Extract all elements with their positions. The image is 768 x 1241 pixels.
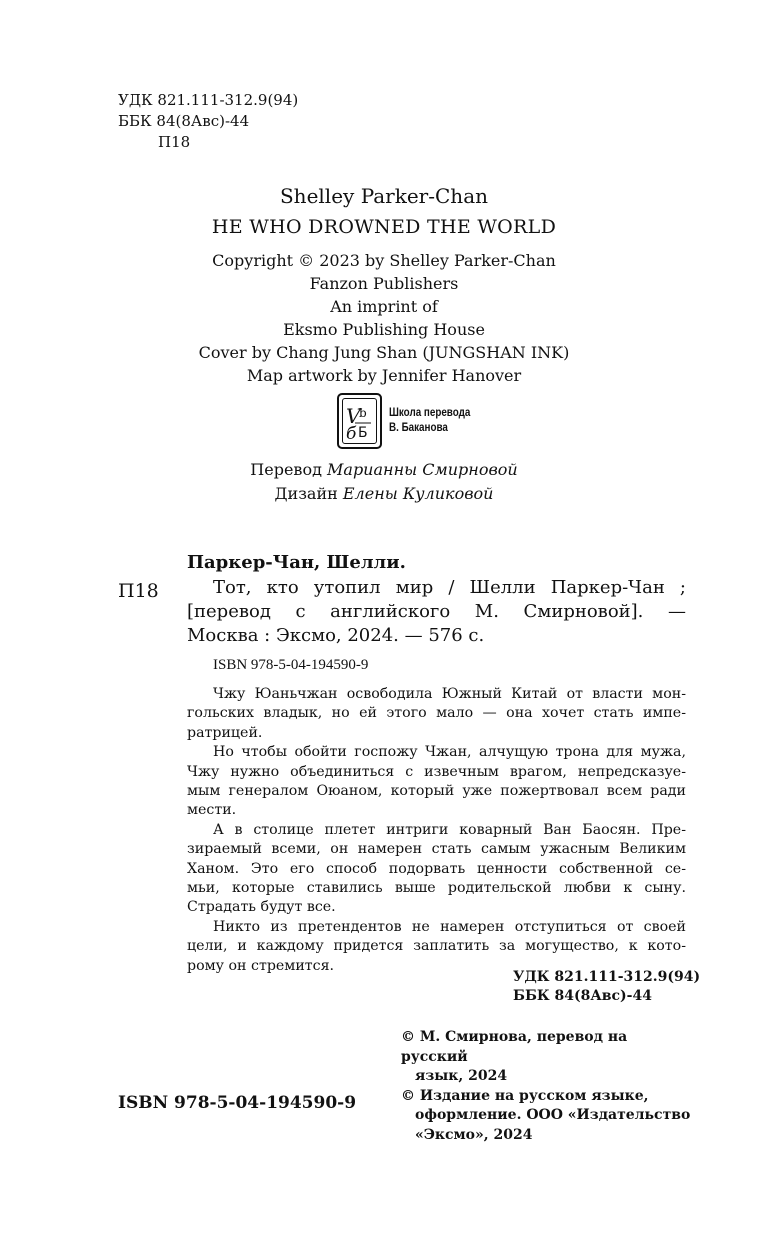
copyright-line: оформление. ООО «Издательство bbox=[415, 1107, 691, 1123]
copyright-line: © Издание на русском языке, bbox=[401, 1087, 649, 1104]
top-classification-codes bbox=[118, 90, 298, 153]
translator-name: Марианны Смирновой bbox=[327, 460, 518, 479]
original-credits bbox=[0, 249, 768, 387]
svg-text:Б: Б bbox=[358, 425, 368, 441]
bbk-code: ББК 84(8Авс)-44 bbox=[513, 988, 652, 1004]
catalog-author-heading: Паркер-Чан, Шелли. bbox=[187, 552, 406, 573]
svg-text:V: V bbox=[346, 404, 361, 428]
annotation-line: мьи, которые ставились выше родительской любви к сыну. bbox=[187, 880, 686, 897]
copyright-line: «Эксмо», 2024 bbox=[415, 1126, 533, 1143]
designer-line bbox=[0, 482, 768, 506]
designer-prefix: Дизайн bbox=[274, 484, 338, 503]
credit-line: Cover by Chang Jung Shan (JUNGSHAN INK) bbox=[198, 343, 570, 362]
udk-code: УДК 821.111-312.9(94) bbox=[118, 91, 299, 109]
annotation-line: Страдать будут все. bbox=[187, 899, 336, 916]
annotation-line: Ханом. Это его способ подорвать ценности собственной се- bbox=[187, 860, 686, 877]
translation-credits bbox=[0, 458, 768, 506]
catalog-author-mark: П18 bbox=[118, 580, 159, 602]
annotation-line: А в столице плетет интриги коварный Ван Баосян. Пре- bbox=[213, 821, 686, 838]
description-line: Тот, кто утопил мир / Шелли Паркер-Чан ; bbox=[213, 577, 686, 598]
udk-code: УДК 821.111-312.9(94) bbox=[513, 969, 701, 985]
translator-prefix: Перевод bbox=[250, 460, 322, 479]
annotation-line: зираемый всеми, он намерен стать самым ужасным Великим bbox=[187, 841, 686, 858]
copyright-line: © М. Смирнова, перевод на русский bbox=[401, 1029, 628, 1065]
logo-mark-icon bbox=[337, 393, 382, 449]
designer-name: Елены Куликовой bbox=[342, 484, 494, 503]
annotation-line: Но чтобы обойти госпожу Чжан, алчущую трона для мужа, bbox=[213, 744, 686, 761]
credit-line: Map artwork by Jennifer Hanover bbox=[246, 366, 522, 385]
annotation-line: рому он стремится. bbox=[187, 957, 335, 974]
svg-text:b: b bbox=[359, 406, 367, 420]
annotation-line: цели, и каждому придется заплатить за могущество, к кото- bbox=[187, 938, 686, 955]
description-line: Москва : Эксмо, 2024. — 576 с. bbox=[187, 625, 485, 646]
translation-school-logo bbox=[337, 393, 477, 451]
bbk-code: ББК 84(8Авс)-44 bbox=[118, 112, 250, 130]
credit-line: An imprint of bbox=[330, 297, 438, 316]
logo-text bbox=[389, 405, 470, 435]
annotation-line: мым генералом Оюаном, который уже пожертвовал всем ради bbox=[187, 783, 686, 800]
logo-line: В. Баканова bbox=[389, 420, 448, 434]
credit-line: Eksmo Publishing House bbox=[283, 320, 485, 339]
logo-line: Школа перевода bbox=[389, 405, 471, 419]
svg-text:б: б bbox=[346, 424, 357, 444]
translator-line bbox=[0, 458, 768, 482]
original-author: Shelley Parker-Chan bbox=[279, 184, 488, 208]
annotation bbox=[187, 685, 686, 976]
annotation-line: гольских владык, но ей этого мало — она хочет стать импе- bbox=[187, 705, 686, 722]
annotation-line: мести. bbox=[187, 802, 237, 819]
copyright-line: язык, 2024 bbox=[415, 1068, 508, 1084]
author-mark: П18 bbox=[158, 133, 191, 151]
credit-line: Copyright © 2023 by Shelley Parker-Chan bbox=[212, 251, 556, 270]
annotation-line: ратрицей. bbox=[187, 724, 263, 741]
bottom-classification-codes bbox=[513, 968, 700, 1006]
original-title: HE WHO DROWNED THE WORLD bbox=[211, 216, 557, 238]
credit-line: Fanzon Publishers bbox=[309, 274, 459, 293]
annotation-line: Чжу Юаньчжан освободила Южный Китай от власти мон- bbox=[213, 686, 686, 702]
annotation-line: Чжу нужно объединиться с извечным врагом, непредсказуе- bbox=[187, 763, 686, 780]
isbn-bottom: ISBN 978-5-04-194590-9 bbox=[118, 1093, 357, 1113]
annotation-line: Никто из претендентов не намерен отступиться от своей bbox=[213, 918, 686, 935]
catalog-isbn: ISBN 978-5-04-194590-9 bbox=[213, 657, 369, 673]
catalog-description bbox=[187, 576, 686, 648]
description-line: [перевод с английского М. Смирновой]. — bbox=[187, 601, 686, 622]
copyright-block bbox=[401, 1028, 691, 1145]
